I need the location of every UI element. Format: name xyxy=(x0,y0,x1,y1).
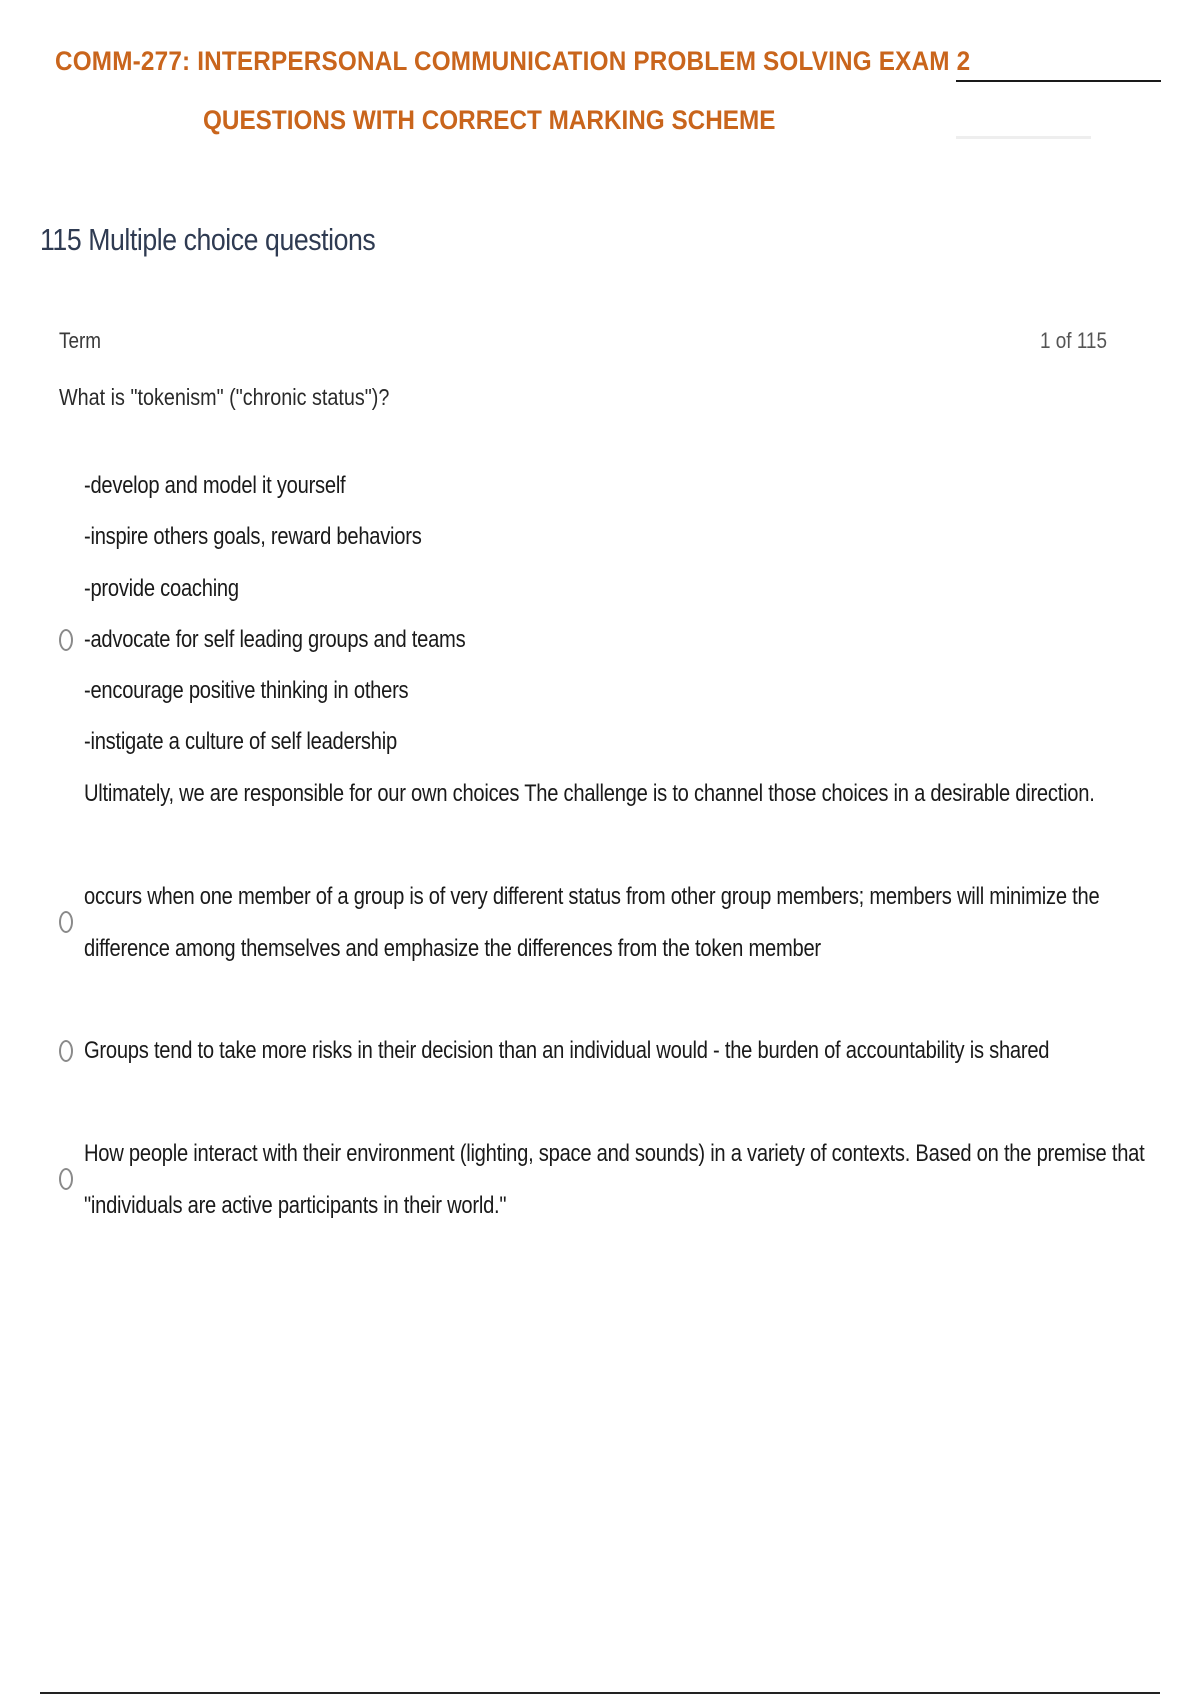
footer-rule xyxy=(40,1692,1160,1694)
term-label: Term xyxy=(59,328,102,353)
question-text: What is "tokenism" ("chronic status")? xyxy=(59,384,390,410)
option-text-line: -develop and model it yourself xyxy=(84,472,346,499)
section-title: 115 Multiple choice questions xyxy=(40,222,376,257)
option-text-line: Ultimately, we are responsible for our own choices The challenge is to channel those choices in a desirable direction. xyxy=(84,780,1095,807)
question-counter: 1 of 115 xyxy=(1040,328,1107,353)
option-3-radio[interactable] xyxy=(59,1040,73,1062)
option-text-line: -encourage positive thinking in others xyxy=(84,677,409,704)
option-4-radio[interactable] xyxy=(59,1168,73,1190)
header-underline xyxy=(956,80,1161,82)
option-text-line: How people interact with their environment (lighting, space and sounds) in a variety of contexts. Based on the premise that xyxy=(84,1140,1145,1167)
document-title-line-2: QUESTIONS WITH CORRECT MARKING SCHEME xyxy=(203,105,776,135)
document-title-line-1: COMM-277: INTERPERSONAL COMMUNICATION PROBLEM SOLVING EXAM 2 xyxy=(55,46,971,76)
option-text-line: -advocate for self leading groups and teams xyxy=(84,626,466,653)
header-faint-rule xyxy=(956,136,1091,139)
document-header xyxy=(0,0,1200,160)
option-text-line: occurs when one member of a group is of very different status from other group members; members will minimize the xyxy=(84,883,1100,910)
option-2-radio[interactable] xyxy=(59,911,73,933)
option-text-line: -inspire others goals, reward behaviors xyxy=(84,523,422,550)
option-text-line: Groups tend to take more risks in their decision than an individual would - the burden of accountability is shared xyxy=(84,1037,1050,1064)
option-text-line: -instigate a culture of self leadership xyxy=(84,728,397,755)
option-1-radio[interactable] xyxy=(59,629,73,651)
option-text-line: difference among themselves and emphasize the differences from the token member xyxy=(84,935,821,962)
option-text-line: -provide coaching xyxy=(84,575,239,602)
option-text-line: "individuals are active participants in their world." xyxy=(84,1192,507,1219)
